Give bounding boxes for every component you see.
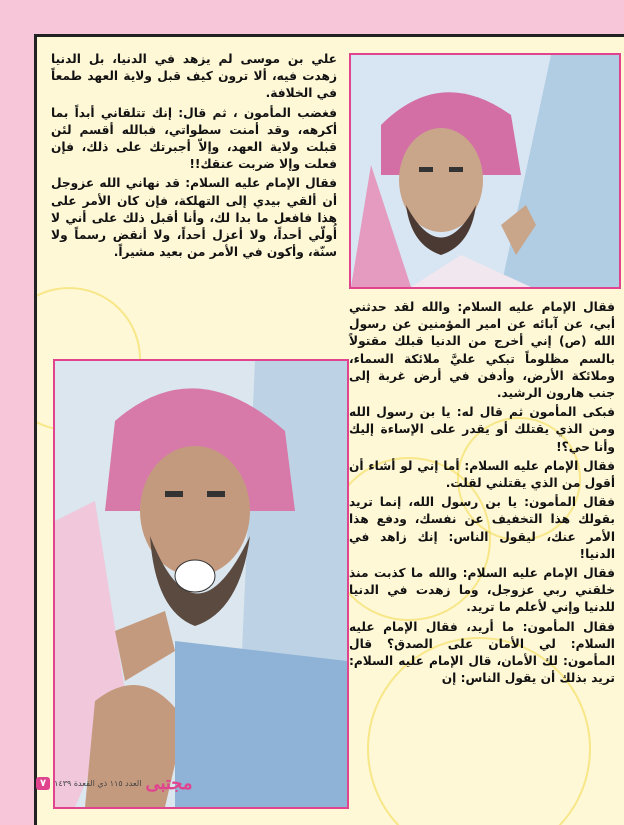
right-column <box>349 299 615 689</box>
illustration-mamun <box>53 359 349 809</box>
paragraph: فقال المأمون: يا بن رسول الله، إنما تريد بقولك هذا التخفيف عن نفسك، ودفع هذا الأمر عنك، ليقول الناس: إنك زاهد في الدنيا! <box>349 495 615 561</box>
page-number: ٧ <box>36 777 50 790</box>
magazine-page <box>34 34 624 825</box>
paragraph: فبكى المأمون ثم قال له: يا بن رسول الله ومن الذي يقتلك أو يقدر على الإساءة إليك وأنا حي؟! <box>349 405 615 454</box>
magazine-logo: مجتبى <box>145 772 193 794</box>
paragraph: فقال الإمام عليه السلام: والله ما كذبت منذ خلقني ربي عزوجل، وما زهدت في الدنيا للدنيا وإني لأعلم ما تريد. <box>349 566 615 615</box>
left-column <box>51 51 337 263</box>
paragraph: فقال المأمون: ما أريد، فقال الإمام عليه السلام: لي الأمان على الصدق؟ قال المأمون: لك الأمان، قال الإمام عليه السلام: تريد بذلك أن يقول الناس: إن <box>349 619 615 686</box>
paragraph: علي بن موسى لم يزهد في الدنيا، بل الدنيا زهدت فيه، ألا ترون كيف قبل ولاية العهد طمعاً في الخلافة. <box>51 52 337 101</box>
paragraph: فغضب المأمون ، ثم قال: إنك تتلقاني أبداً بما أكرهه، وقد أمنت سطواتي، فبالله أقسم لئن قبلت ولاية العهد، وإلاّ أجبرتك على ذلك، فإن فعلت وإلا ضربت عنقك!! <box>51 105 337 172</box>
illustration-imam <box>349 53 621 289</box>
paragraph: فقال الإمام عليه السلام: قد نهاني الله عزوجل أن ألقي بيدي إلى التهلكة، فإن كان الأمر على هذا فافعل ما بدا لك، وأنا أقبل ذلك على أني لا أُولّي أحداً، ولا أعزل أحداً، ولا أنقض رسماً ولا سنّة، وأكون في الأمر من بعيد مشيراً. <box>51 176 337 260</box>
page-footer <box>36 772 193 794</box>
issue-info: العدد ١١٥ ذي القعدة ١٤٣٩ <box>54 778 142 788</box>
paragraph: فقال الإمام عليه السلام: والله لقد حدثني أبي، عن آبائه عن امير المؤمنين عن رسول الله (ص) إني أخرج من الدنيا قبلك مقتولاً بالسم مظلوماً تبكي عليَّ ملائكة السماء، وملائكة الأرض، وأدفن في أرض غربة إلى جنب هارون الرشيد. <box>349 300 615 401</box>
paragraph: فقال الإمام عليه السلام: أما إني لو أشاء أن أقول من الذي يقتلني لقلت. <box>349 458 615 491</box>
